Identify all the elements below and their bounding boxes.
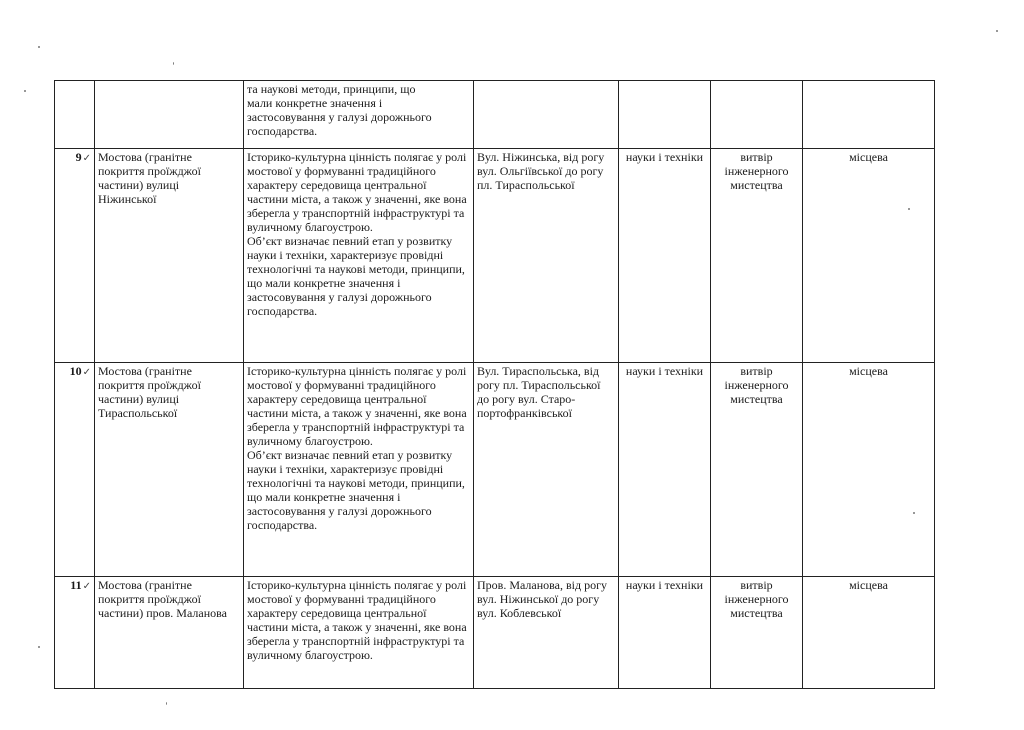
num-cell (55, 81, 95, 149)
scan-speck (173, 62, 174, 65)
significance-line: та наукові методи, принципи, що (247, 82, 416, 96)
scan-speck (996, 30, 998, 32)
scan-speck (38, 646, 40, 648)
scan-speck (38, 46, 40, 48)
table-row (55, 577, 935, 689)
significance-cell (244, 363, 474, 577)
location-cell (474, 81, 619, 149)
monuments-table (54, 80, 935, 689)
name-cell (95, 81, 244, 149)
location-cell: Вул. Тираспольська, від рогу пл. Тираспольської до рогу вул. Старо-портофранківської (474, 363, 619, 577)
significance-line: мали конкретне значення і (247, 96, 383, 110)
subtype-cell: витвір інженерного мистецтва (711, 149, 803, 363)
handwritten-check-mark: ✓ (82, 367, 91, 378)
table-row (55, 363, 935, 577)
type-cell: науки і техніки (619, 149, 711, 363)
category-cell (803, 81, 935, 149)
object-name: Мостова (гранітне покриття проїжджої частини) вулиці Тираспольської (95, 363, 244, 577)
category-cell: місцева (803, 149, 935, 363)
significance-cell (244, 577, 474, 689)
scan-speck (166, 702, 167, 705)
handwritten-check-mark: ✓ (82, 153, 91, 164)
handwritten-check-mark: ✓ (82, 581, 91, 592)
type-cell (619, 81, 711, 149)
significance-line: господарства. (247, 124, 318, 138)
type-cell: науки і техніки (619, 577, 711, 689)
significance-extra-text: Об’єкт визначає певний етап у розвитку науки і техніки, характеризує провідні технологічні та наукові методи, принципи, що мали конкретне значення і застосовування у галузі дорожнього господарства. (247, 234, 465, 318)
significance-cell (244, 149, 474, 363)
row-number: 10✓ (55, 363, 95, 577)
significance-line: застосовування у галузі дорожнього (247, 110, 432, 124)
row-number: 11✓ (55, 577, 95, 689)
table-row (55, 149, 935, 363)
significance-text: Історико-культурна цінність полягає у ролі мостової у формуванні традиційного характеру середовища центральної частини міста, а також у значенні, яке вона зберегла у транспортній інфраструктурі та вуличному благоустрою. (247, 578, 467, 662)
subtype-cell (711, 81, 803, 149)
category-cell: місцева (803, 577, 935, 689)
row-number: 9✓ (55, 149, 95, 363)
type-cell: науки і техніки (619, 363, 711, 577)
table-row-continuation (55, 81, 935, 149)
scan-speck (24, 90, 26, 92)
significance-text: Історико-культурна цінність полягає у ролі мостової у формуванні традиційного характеру середовища центральної частини міста, а також у значенні, яке вона зберегла у транспортній інфраструктурі та вуличному благоустрою. (247, 364, 467, 448)
significance-extra-text: Об’єкт визначає певний етап у розвитку науки і техніки, характеризує провідні технологічні та наукові методи, принципи, що мали конкретне значення і застосовування у галузі дорожнього господарства. (247, 448, 465, 532)
object-name: Мостова (гранітне покриття проїжджої частини) пров. Маланова (95, 577, 244, 689)
object-name: Мостова (гранітне покриття проїжджої частини) вулиці Ніжинської (95, 149, 244, 363)
subtype-cell: витвір інженерного мистецтва (711, 577, 803, 689)
significance-cell (244, 81, 474, 149)
category-cell: місцева (803, 363, 935, 577)
location-cell: Пров. Маланова, від рогу вул. Ніжинської до рогу вул. Коблевської (474, 577, 619, 689)
significance-text: Історико-культурна цінність полягає у ролі мостової у формуванні традиційного характеру середовища центральної частини міста, а також у значенні, яке вона зберегла у транспортній інфраструктурі та вуличному благоустрою. (247, 150, 467, 234)
location-cell: Вул. Ніжинська, від рогу вул. Ольгіївської до рогу пл. Тираспольської (474, 149, 619, 363)
subtype-cell: витвір інженерного мистецтва (711, 363, 803, 577)
